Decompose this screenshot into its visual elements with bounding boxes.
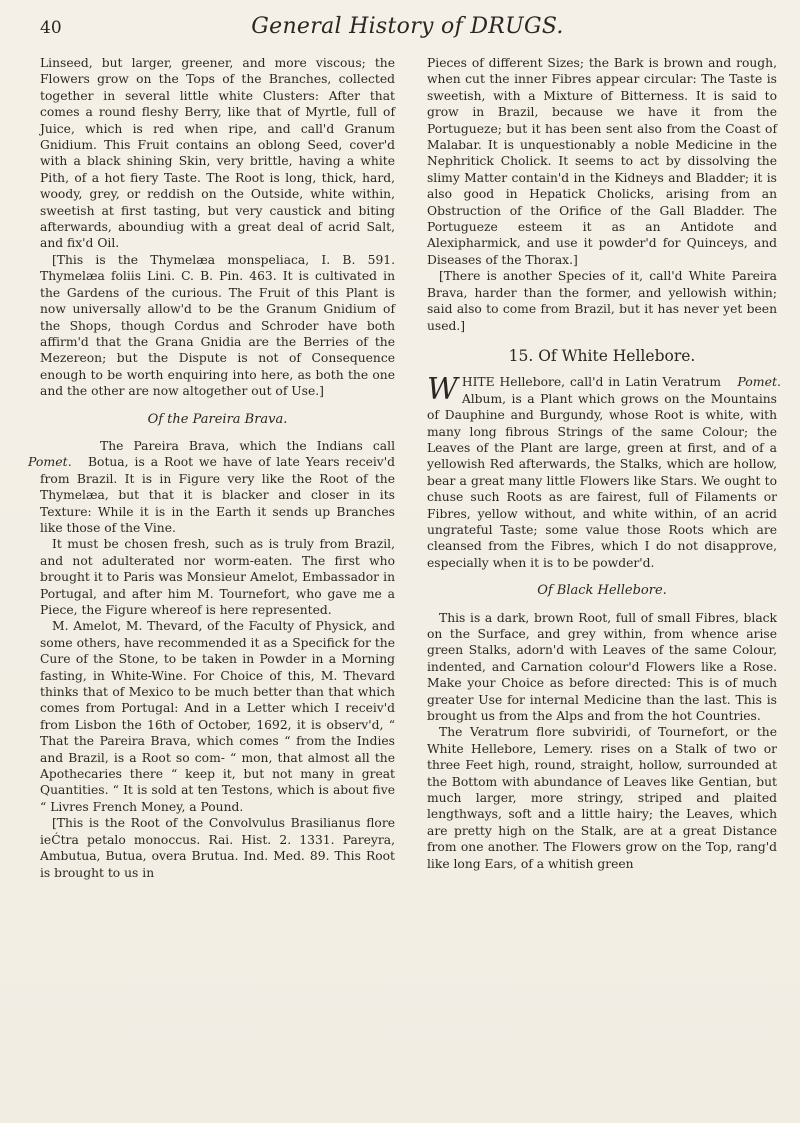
page-number: 40: [40, 18, 62, 38]
right-column: [427, 55, 781, 872]
drop-cap: W: [427, 372, 458, 408]
paragraph: Linseed, but larger, greener, and more viscous; the Flowers grow on the Tops of the Branches, collected together in several little white Clusters: After that comes a round fleshy Berry, like that of Myrtle, full of Juice, which is red when ripe, and call'd Granum Gnidium. This Fruit contains an oblong Seed, cover'd with a black shining Skin, very brittle, having a white Pith, of a hot fiery Taste. The Root is long, thick, hard, woody, grey, or reddish on the Outside, white within, sweetish at first tasting, but very caustick and biting afterwards, aboundiug with a great deal of acrid Salt, and fix'd Oil.: [40, 56, 395, 251]
paragraph: M. Amelot, M. Thevard, of the Faculty of Physick, and some others, have recommended it as a Specifick for the Cure of the Stone, to be taken in Powder in a Morning fasting, in White-Wine. For Choice of this, M. Thevard thinks that of Mexico to be much better than that which comes from Portugal: And in a Letter which I receiv'd from Lisbon the 16th of October, 1692, it is observ'd, “ That the Pareira Brava, which comes “ from the Indies and Brazil, is a Root so com- “ mon, that almost all the Apothecaries there “ keep it, but not many in great Quantities. “ It is sold at ten Testons, which is about five “ Livres French Money, a Pound.: [40, 619, 395, 814]
paragraph: [427, 372, 781, 571]
paragraph: It must be chosen fresh, such as is truly from Brazil, and not adulterated nor worm-eaten. The first who brought it to Paris was Monsieur Amelot, Embassador in Portugal, and after him M. Tournefort, who gave me a Piece, the Figure whereof is here represented.: [40, 537, 395, 617]
paragraph: [28, 438, 395, 536]
paragraph-text: The Pareira Brava, which the Indians call Botua, is a Root we have of late Years receiv'd from Brazil. It is in Figure very like the Root of the Thymelæa, but that it is blacker and closer in its Texture: While it is in the Earth it sends up Branches like those of the Vine.: [40, 438, 395, 535]
section-heading: Of the Pareira Brava.: [147, 411, 288, 427]
paragraph: [This is the Thymelæa monspeliaca, I. B. 591. Thymelæa foliis Lini. C. B. Pin. 463. It is cultivated in the Gardens of the curious. The Fruit of this Plant is now universally allow'd to be the Granum Gnidium of the Shops, though Cordus and Schroder have both affirm'd that the Grana Gnidia are the Berries of the Mezereon; but the Dispute is not of Consequence enough to be worth enquiring into here, as both the one and the other are now altogether out of Use.]: [40, 252, 395, 399]
paragraph: The Veratrum flore subviridi, of Tournefort, or the White Hellebore, Lemery. rises on a Stalk of two or three Feet high, round, straight, hollow, surrounded at the Bottom with abundance of Leaves like Gentian, but much larger, more stringy, striped and plaited lengthways, soft and a little hairy; the Leaves, which are pretty high on the Stalk, are at a great Distance from one another. The Flowers grow on the Top, rang'd like long Ears, of a whitish green: [427, 725, 777, 871]
section-heading: Of Black Hellebore.: [537, 583, 667, 599]
margin-note: Pomet.: [28, 453, 72, 469]
paragraph-text: HITE Hellebore, call'd in Latin Veratrum Album, is a Plant which grows on the Mountains of Dauphine and Burgundy, whose Root is white, with many long fibrous Strings of the same Colour; the Leaves of the Plant are large, green at first, and of a yellowish Red afterwards, the Stalks, which are hollow, bear a great many little Flowers like Stars. We ought to chuse such Roots as are fairest, full of Filaments or Fibres, yellow without, and white within, of an acrid ungrateful Taste; some value those Roots which are cleansed from the Fibres, which I do not disapprove, especially when it is to be powder'd.: [427, 375, 777, 570]
paragraph: [This is the Root of the Convolvulus Brasilianus flore ieĆtra petalo monoccus. Rai. Hist. 2. 1331. Pareyra, Ambutua, Butua, overa Brutua. Ind. Med. 89. This Root is brought to us in: [40, 816, 395, 880]
paragraph: This is a dark, brown Root, full of small Fibres, black on the Surface, and grey within, from whence arise green Stalks, adorn'd with Leaves of the same Colour, indented, and Carnation colour'd Flowers like a Rose. Make your Choice as before directed: This is of much greater Use for internal Medicine than the last. This is brought us from the Alps and from the hot Countries.: [427, 610, 777, 724]
page-header: [40, 10, 775, 50]
margin-note: Pomet.: [737, 374, 781, 390]
paragraph: Pieces of different Sizes; the Bark is brown and rough, when cut the inner Fibres appear circular: The Taste is sweetish, with a Mixture of Bitterness. It is said to grow in Brazil, because we have it from the Portugueze; but it has been sent also from the Coast of Malabar. It is unquestionably a noble Medicine in the Nephritick Cholick. It seems to act by dissolving the slimy Matter contain'd in the Kidneys and Bladder; it is also good in Hepatick Cholicks, arising from an Obstruction of the Orifice of the Gall Bladder. The Portugueze esteem it as an Antidote and Alexipharmick, and use it powder'd for Quinceys, and Diseases of the Thorax.]: [427, 56, 777, 267]
left-column: [28, 55, 395, 881]
running-title: General History of DRUGS.: [251, 14, 564, 39]
paragraph: [There is another Species of it, call'd White Pareira Brava, harder than the former, and yellowish within; said also to come from Brazil, but it has never yet been used.]: [427, 269, 777, 333]
section-heading: 15. Of White Hellebore.: [508, 346, 696, 365]
